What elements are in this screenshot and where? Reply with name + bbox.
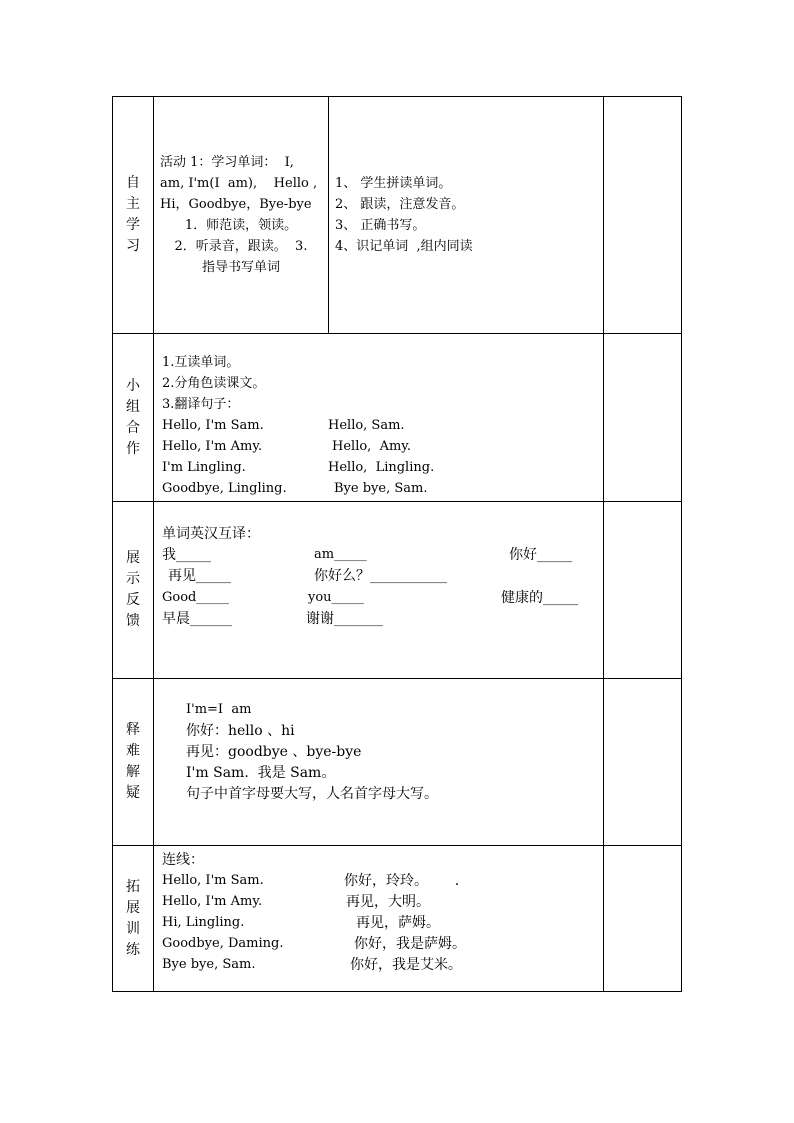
sentence-reply: Bye bye, Sam.: [334, 481, 428, 496]
translate-item: 早晨______: [162, 611, 232, 627]
group-line: 2.分角色读课文。: [162, 376, 266, 391]
match-left: Goodbye, Daming.: [162, 936, 284, 951]
translate-item: 健康的_____: [501, 590, 578, 606]
row-extension: [113, 846, 682, 992]
student-line: 1、 学生拼读单词。: [335, 176, 452, 191]
group-line: 1.互读单词。: [162, 355, 240, 370]
feedback-content: [154, 502, 604, 679]
explain-line: 再见：goodbye 、bye-bye: [186, 744, 362, 760]
row-label-feedback: [113, 502, 154, 679]
explain-line: 句子中首字母要大写，人名首字母大写。: [186, 786, 438, 802]
label-char: 难: [126, 743, 140, 759]
explain-line: 你好：hello 、hi: [186, 723, 295, 739]
match-left: Hello, I'm Amy.: [162, 894, 263, 909]
translate-item: you_____: [308, 590, 365, 605]
student-activity-cell: [329, 97, 604, 334]
row-explain: [113, 679, 682, 846]
row-self-study: [113, 97, 682, 334]
label-char: 自: [126, 175, 140, 191]
translate-item: am_____: [314, 547, 367, 562]
match-right: 你好，玲玲。 .: [344, 873, 460, 889]
teacher-line: 2．听录音，跟读。 3.: [174, 239, 308, 254]
label-char: 展: [126, 899, 140, 916]
teacher-activity-cell: [154, 97, 329, 334]
explain-content: [154, 679, 604, 846]
label-char: 组: [126, 398, 140, 415]
label-char: 训: [126, 920, 140, 937]
match-right: 你好，我是萨姆。: [354, 936, 466, 952]
group-work-content: [154, 334, 604, 502]
label-char: 释: [126, 722, 140, 738]
student-line: 3、 正确书写。: [335, 218, 426, 233]
extension-content: [154, 846, 604, 992]
student-line: 2、 跟读，注意发音。: [335, 197, 465, 212]
match-right: 再见，大明。: [346, 894, 430, 910]
sentence-en: I'm Lingling.: [162, 460, 246, 475]
translate-item: 你好_____: [509, 547, 572, 563]
match-left: Hi, Lingling.: [162, 915, 245, 930]
sentence-reply: Hello, Lingling.: [328, 460, 435, 475]
row-group-work: [113, 334, 682, 502]
match-left: Hello, I'm Sam.: [162, 873, 264, 888]
translate-item: 我_____: [162, 547, 211, 563]
match-right: 再见，萨姆。: [356, 915, 440, 931]
explain-line: I'm Sam. 我是 Sam。: [186, 765, 336, 781]
label-char: 作: [126, 440, 140, 457]
label-char: 解: [126, 764, 140, 780]
label-char: 主: [126, 196, 140, 212]
label-char: 馈: [126, 613, 140, 629]
sentence-en: Hello, I'm Amy.: [162, 439, 263, 454]
teacher-line: 活动 1：学习单词： I,: [160, 155, 294, 170]
explain-line: I'm=I am: [186, 702, 252, 717]
group-line: 3.翻译句子：: [162, 397, 240, 412]
label-char: 练: [126, 941, 140, 958]
translate-item: 谢谢_______: [306, 611, 383, 627]
label-char: 展: [126, 550, 140, 566]
sentence-reply: Hello, Sam.: [328, 418, 405, 433]
notes-cell: [604, 846, 682, 992]
label-char: 反: [126, 592, 140, 608]
lesson-table: [112, 96, 682, 992]
teacher-line: am, I'm(I am), Hello ,: [160, 176, 318, 191]
row-label-self-study: [113, 97, 154, 334]
teacher-line: Hi，Goodbye，Bye-bye: [160, 197, 312, 212]
label-char: 小: [126, 377, 140, 394]
match-right: 你好，我是艾米。: [350, 957, 462, 973]
label-char: 示: [126, 571, 140, 587]
row-feedback: [113, 502, 682, 679]
matching-heading: 连线：: [162, 852, 204, 868]
student-line: 4、识记单词 ,组内同读: [335, 239, 473, 254]
label-char: 习: [126, 238, 140, 254]
teacher-line: 1．师范读，领读。: [184, 218, 298, 233]
sentence-en: Goodbye, Lingling.: [162, 481, 287, 496]
label-char: 拓: [126, 878, 140, 895]
sentence-reply: Hello, Amy.: [332, 439, 412, 454]
row-label-explain: [113, 679, 154, 846]
sentence-en: Hello, I'm Sam.: [162, 418, 264, 433]
teacher-line: 指导书写单词: [201, 260, 280, 275]
notes-cell: [604, 679, 682, 846]
translate-item: 你好么？___________: [314, 568, 447, 584]
match-left: Bye bye, Sam.: [162, 957, 256, 972]
row-label-extension: [113, 846, 154, 992]
feedback-heading: 单词英汉互译：: [162, 526, 260, 542]
label-char: 学: [126, 217, 140, 233]
translate-item: 再见_____: [168, 568, 231, 584]
notes-cell: [604, 502, 682, 679]
row-label-group-work: [113, 334, 154, 502]
translate-item: Good_____: [162, 590, 229, 605]
notes-cell: [604, 97, 682, 334]
label-char: 合: [126, 419, 140, 436]
label-char: 疑: [126, 785, 140, 801]
notes-cell: [604, 334, 682, 502]
